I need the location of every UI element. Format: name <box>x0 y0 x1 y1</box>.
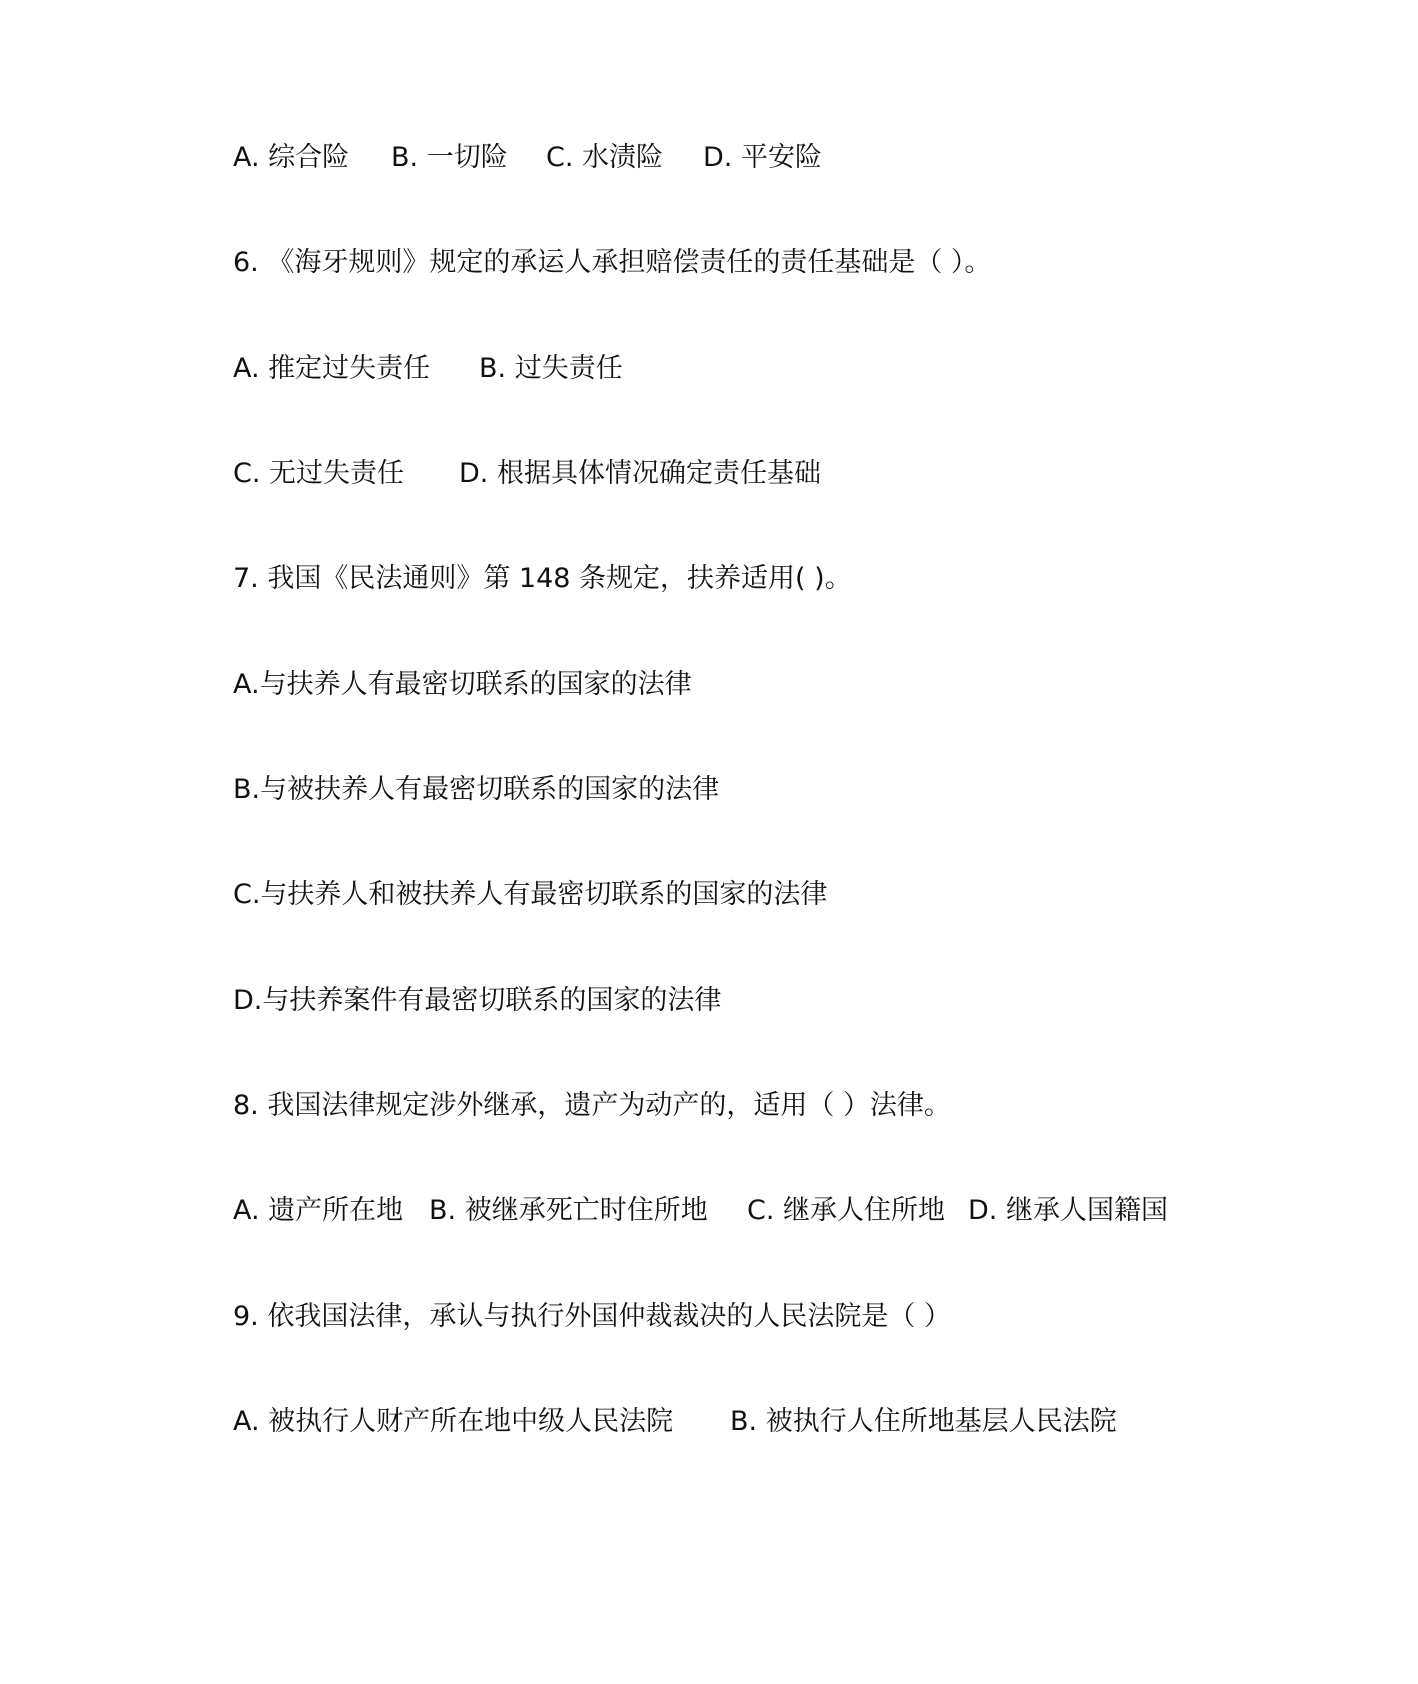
q5-option-d: D. 平安险 <box>703 142 822 173</box>
q7-option-c: C.与扶养人和被扶养人有最密切联系的国家的法律 <box>233 879 828 910</box>
q8-option-b: B. 被继承死亡时住所地 <box>429 1195 708 1226</box>
question-8: 8. 我国法律规定涉外继承，遗产为动产的，适用（ ）法律。 <box>233 1090 951 1121</box>
q9-option-a: A. 被执行人财产所在地中级人民法院 <box>233 1406 674 1437</box>
question-7: 7. 我国《民法通则》第 148 条规定，扶养适用( )。 <box>233 563 852 594</box>
q8-option-c: C. 继承人住所地 <box>747 1195 946 1226</box>
q6-option-c: C. 无过失责任 <box>233 458 405 489</box>
q8-option-d: D. 继承人国籍国 <box>968 1195 1168 1226</box>
q7-option-b: B.与被扶养人有最密切联系的国家的法律 <box>233 774 720 805</box>
question-6: 6. 《海牙规则》规定的承运人承担赔偿责任的责任基础是（ ）。 <box>233 247 992 278</box>
q6-option-b: B. 过失责任 <box>479 353 623 384</box>
question-9: 9. 依我国法律，承认与执行外国仲裁裁决的人民法院是（ ） <box>233 1301 951 1332</box>
q6-option-a: A. 推定过失责任 <box>233 353 431 384</box>
q7-option-d: D.与扶养案件有最密切联系的国家的法律 <box>233 985 722 1016</box>
q7-option-a: A.与扶养人有最密切联系的国家的法律 <box>233 669 692 700</box>
q5-option-a: A. 综合险 <box>233 142 350 173</box>
q6-option-d: D. 根据具体情况确定责任基础 <box>459 458 821 489</box>
q8-option-a: A. 遗产所在地 <box>233 1195 404 1226</box>
q9-option-b: B. 被执行人住所地基层人民法院 <box>730 1406 1117 1437</box>
q5-option-b: B. 一切险 <box>391 142 508 173</box>
q5-option-c: C. 水渍险 <box>546 142 664 173</box>
